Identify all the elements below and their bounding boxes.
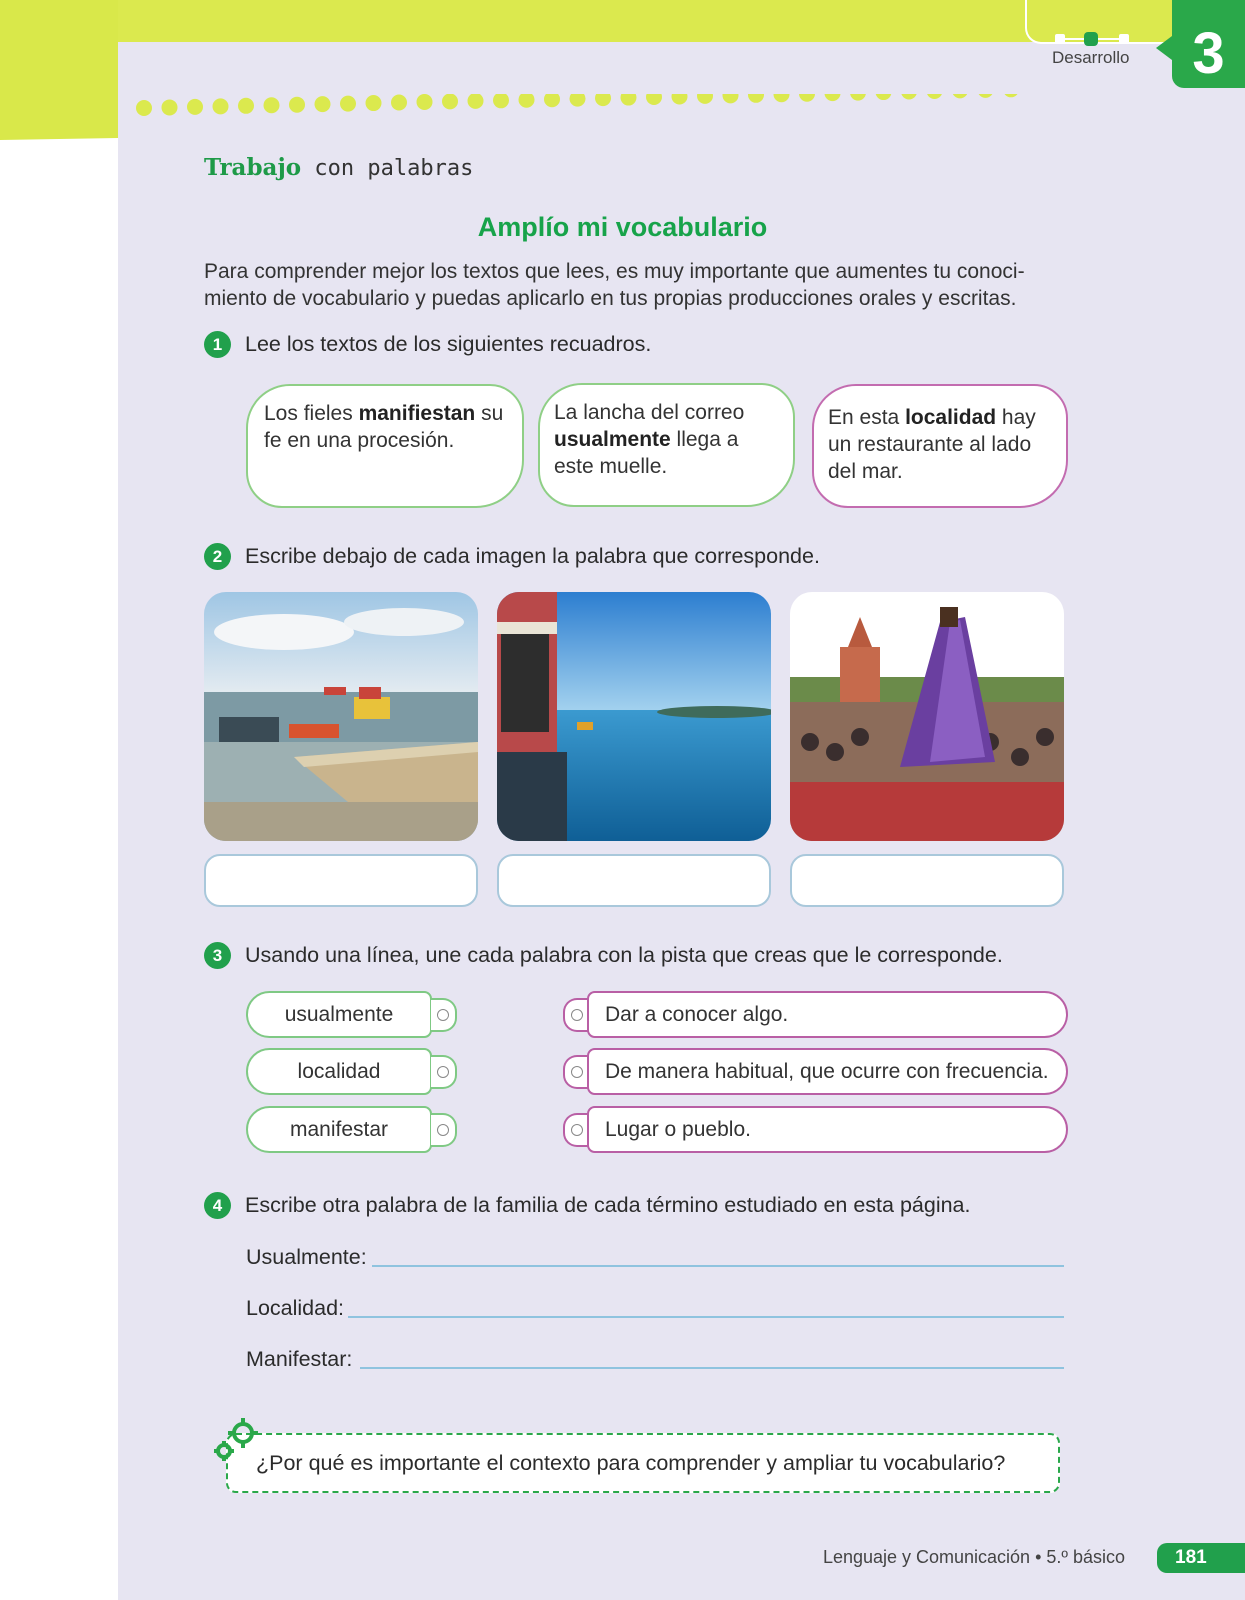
torn-edge-dot (187, 99, 203, 115)
match-clue-2: De manera habitual, que ocurre con frecuencia. (587, 1048, 1068, 1095)
torn-edge-dot (570, 94, 586, 107)
connector-dot-icon (571, 1009, 583, 1021)
answer-box-2[interactable] (497, 854, 771, 907)
question-text: Escribe otra palabra de la familia de cada término estudiado en esta página. (245, 1193, 971, 1217)
match-clue-3: Lugar o pueblo. (587, 1106, 1068, 1153)
question-text: Escribe debajo de cada imagen la palabra que corresponde. (245, 544, 820, 568)
torn-edge-dot (621, 94, 637, 106)
context-bubble-2 (538, 383, 795, 507)
clue-connector-2[interactable] (563, 1055, 589, 1089)
clue-connector-1[interactable] (563, 998, 589, 1032)
torn-edge-dot (799, 94, 815, 102)
religious-procession-photo (790, 592, 1064, 841)
torn-edge-dot (927, 94, 943, 99)
torn-edge-dot (417, 94, 433, 110)
torn-edge-dot (901, 94, 917, 100)
torn-edge-dot (774, 94, 790, 102)
torn-edge-dot (315, 96, 331, 112)
bubble-text: La lancha del correo (554, 401, 745, 424)
line-label-manifestar: Manifestar: (246, 1347, 353, 1371)
boats-pier-photo (204, 592, 478, 841)
bubble-text: En esta (828, 406, 906, 429)
reflection-text: ¿Por qué es importante el contexto para comprender y ampliar tu vocabulario? (256, 1451, 1006, 1475)
progress-dots-icon (1052, 32, 1132, 46)
torn-edge-dot (978, 94, 994, 98)
bubble-keyword: usualmente (554, 428, 671, 451)
torn-edge-dot (136, 100, 152, 116)
bubble-text: Los fieles (264, 402, 359, 425)
torn-edge-dot (468, 94, 484, 109)
question-number-badge: 3 (204, 942, 231, 969)
bubble-text: hay un restaurante al lado del mar. (828, 406, 1036, 483)
reflection-box (226, 1433, 1060, 1493)
torn-edge-dot (162, 99, 178, 115)
question-2 (204, 543, 820, 570)
torn-edge-dot (595, 94, 611, 106)
page-number: 181 (1157, 1543, 1245, 1573)
connector-dot-icon (437, 1124, 449, 1136)
torn-edge-dot (825, 94, 841, 101)
torn-edge-dot (850, 94, 866, 101)
connector-dot-icon (571, 1066, 583, 1078)
footer-subject: Lenguaje y Comunicación • 5.º básico (822, 1547, 1125, 1567)
word-connector-2[interactable] (431, 1055, 457, 1089)
seaside-restaurant-photo (497, 592, 771, 841)
chapter-number-tab: 3 (1172, 0, 1245, 88)
question-4 (204, 1192, 970, 1219)
torn-edge-dot (646, 94, 662, 105)
bubble-text: su fe en una procesión. (264, 402, 504, 452)
page-title: Amplío mi vocabulario (477, 212, 768, 242)
write-line-localidad[interactable] (348, 1316, 1064, 1318)
question-number-badge: 1 (204, 331, 231, 358)
match-clue-1: Dar a conocer algo. (587, 991, 1068, 1038)
answer-box-1[interactable] (204, 854, 478, 907)
torn-edge-dot (952, 94, 968, 98)
clue-connector-3[interactable] (563, 1113, 589, 1147)
bubble-keyword: manifiestan (358, 402, 476, 425)
torn-edge-dot (264, 97, 280, 113)
context-bubble-3 (812, 384, 1068, 508)
section-heading (204, 154, 473, 181)
line-label-usualmente: Usualmente: (246, 1245, 367, 1269)
torn-edge-dot (1003, 94, 1019, 97)
torn-edge-dot (697, 94, 713, 104)
line-label-localidad: Localidad: (246, 1296, 345, 1320)
match-word-usualmente: usualmente (246, 991, 432, 1038)
torn-edge-dot (672, 94, 688, 104)
word-connector-1[interactable] (431, 998, 457, 1032)
answer-box-3[interactable] (790, 854, 1064, 907)
torn-edge-dot (493, 94, 509, 108)
question-number-badge: 4 (204, 1192, 231, 1219)
bubble-keyword: localidad (905, 406, 997, 429)
match-word-localidad: localidad (246, 1048, 432, 1095)
match-word-manifestar: manifestar (246, 1106, 432, 1153)
torn-edge-dot (238, 98, 254, 114)
heading-rest: con palabras (314, 156, 474, 181)
word-connector-3[interactable] (431, 1113, 457, 1147)
torn-edge-dot (289, 97, 305, 113)
question-1 (204, 331, 651, 358)
intro-paragraph: Para comprender mejor los textos que lees, es muy importante que aumentes tu conoci-miento de vocabulario y puedas aplicarlo en tus propias producciones orales y escritas. (204, 260, 1025, 310)
torn-edge-dot (213, 98, 229, 114)
question-3 (204, 942, 1003, 969)
connector-dot-icon (437, 1066, 449, 1078)
question-text: Lee los textos de los siguientes recuadros. (245, 332, 652, 356)
torn-edge-dot (1029, 94, 1031, 97)
torn-edge-dot (748, 94, 764, 103)
torn-edge-dot (340, 96, 356, 112)
torn-edge-dot (442, 94, 458, 109)
question-number-badge: 2 (204, 543, 231, 570)
heading-bold: Trabajo (204, 154, 302, 181)
question-text: Usando una línea, une cada palabra con la pista que creas que le corresponde. (245, 943, 1003, 967)
torn-edge-dots (130, 94, 1030, 124)
write-line-manifestar[interactable] (360, 1367, 1064, 1369)
section-label: Desarrollo (1052, 48, 1130, 67)
torn-edge-dot (723, 94, 739, 103)
connector-dot-icon (437, 1009, 449, 1021)
torn-edge-dot (544, 94, 560, 107)
torn-edge-dot (391, 95, 407, 111)
torn-edge-dot (876, 94, 892, 100)
torn-edge-dot (519, 94, 535, 108)
connector-dot-icon (571, 1124, 583, 1136)
bubble-text: llega a este muelle. (554, 428, 739, 478)
torn-edge-dot (366, 95, 382, 111)
context-bubble-1 (246, 384, 524, 508)
gears-icon (212, 1416, 262, 1466)
write-line-usualmente[interactable] (372, 1265, 1064, 1267)
